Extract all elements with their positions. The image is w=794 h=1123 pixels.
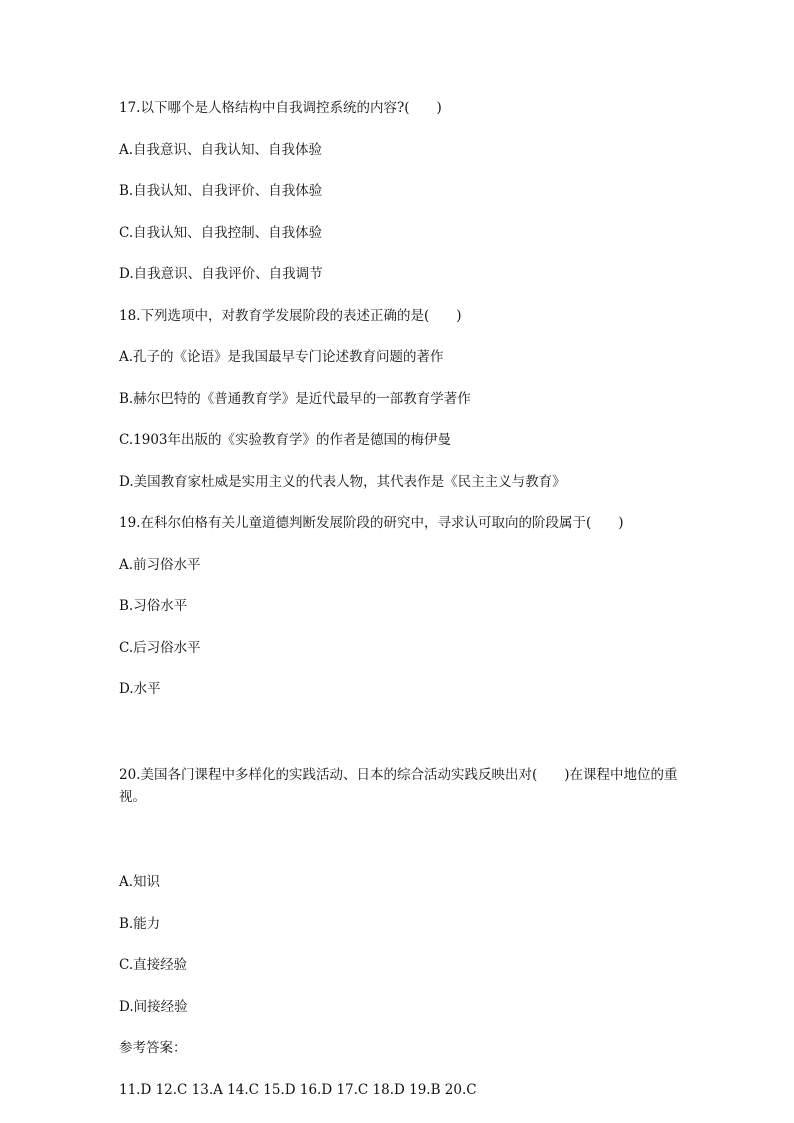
question-17-option-b: B.自我认知、自我评价、自我体验: [119, 183, 323, 199]
question-19-option-b: B.习俗水平: [119, 598, 188, 614]
document-page: [119, 97, 679, 1120]
question-18-option-c: C.1903年出版的《实验教育学》的作者是德国的梅伊曼: [119, 432, 451, 448]
question-20-option-d: D.间接经验: [119, 998, 188, 1015]
question-18-option-b: B.赫尔巴特的《普通教育学》是近代最早的一部教育学著作: [119, 390, 471, 407]
question-20-option-a: A.知识: [119, 874, 161, 890]
question-19-stem: 19.在科尔伯格有关儿童道德判断发展阶段的研究中，寻求认可取向的阶段属于( ): [119, 515, 624, 531]
question-18-option-d: D.美国教育家杜威是实用主义的代表人物，其代表作是《民主主义与教育》: [119, 473, 566, 490]
question-17-option-c: C.自我认知、自我控制、自我体验: [119, 224, 323, 241]
question-20-option-c: C.直接经验: [119, 957, 188, 973]
question-17-option-a: A.自我意识、自我认知、自我体验: [119, 141, 323, 158]
answer-key: 11.D 12.C 13.A 14.C 15.D 16.D 17.C 18.D 19.B 20.C: [119, 1081, 477, 1098]
question-20-stem-text: 20.美国各门课程中多样化的实践活动、日本的综合活动实践反映出对( )在课程中地位的重视。: [119, 766, 678, 805]
question-17-stem: 17.以下哪个是人格结构中自我调控系统的内容?( ): [119, 100, 442, 116]
question-19-option-d: D.水平: [119, 681, 161, 697]
question-20-stem: [119, 720, 679, 852]
question-20-option-b: B.能力: [119, 915, 161, 932]
question-19-option-a: A.前习俗水平: [119, 556, 201, 573]
question-19-option-c: C.后习俗水平: [119, 639, 201, 656]
question-17-option-d: D.自我意识、自我评价、自我调节: [119, 266, 323, 282]
question-18-option-a: A.孔子的《论语》是我国最早专门论述教育问题的著作: [119, 349, 444, 365]
answer-heading: 参考答案：: [119, 1040, 187, 1056]
question-18-stem: 18.下列选项中，对教育学发展阶段的表述正确的是( ): [119, 307, 462, 324]
